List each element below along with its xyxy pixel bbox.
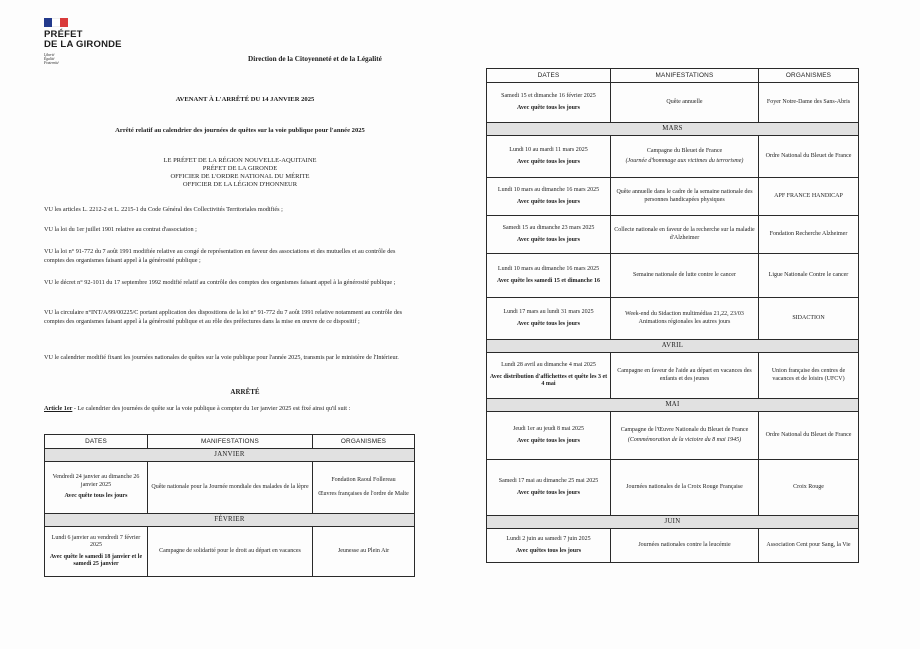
date-cell [487, 460, 611, 516]
motto-egalite: Égalité [44, 57, 55, 62]
organisme-cell: Foyer Notre-Dame des Sans-Abris [759, 83, 859, 123]
manifestation-cell [611, 136, 759, 178]
table-header-row [45, 435, 415, 449]
date-text: Vendredi 24 janvier au dimanche 26 janvier 2025 [52, 474, 140, 488]
date-note: Avec quêtes tous les jours [515, 547, 582, 554]
vu-paragraph: VU la loi du 1er juillet 1901 relative au contrat d'association ; [44, 226, 197, 233]
manifestation-subtitle: (Journée d'hommage aux victimes du terrorisme) [625, 157, 744, 164]
arrete-title: Arrêté relatif au calendrier des journées de quêtes sur la voie publique pour l'année 2025 [115, 127, 365, 134]
month-label: MAI [487, 399, 859, 412]
logo-title-line2: DE LA GIRONDE [44, 39, 122, 50]
header-manifestations: MANIFESTATIONS [611, 69, 759, 83]
date-text: Lundi 10 mars au dimanche 16 mars 2025 [497, 266, 600, 273]
month-row-mars [487, 123, 859, 136]
vu-paragraph: VU la circulaire n°INT/A/99/00225/C portant application des dispositions de la loi n° 91-772 du 7 août 1991 relative notamment au contrôle des comptes des organismes faisant appel à la générosité publique et au rôle des préfectures dans la mise en œuvre de ce dispositif ; [44, 309, 403, 325]
date-text: Lundi 17 mars au lundi 31 mars 2025 [503, 309, 594, 316]
organisme-cell: Ordre National du Bleuet de France [759, 412, 859, 460]
date-note: Avec quête tous les jours [517, 489, 580, 496]
manifestation-text: Campagne de l'Œuvre Nationale du Bleuet de France [620, 427, 749, 434]
motto-fraternite: Fraternité [44, 61, 59, 66]
direction-heading: Direction de la Citoyenneté et de la Légalité [248, 55, 382, 63]
date-text: Lundi 10 mars au dimanche 16 mars 2025 [497, 187, 600, 194]
table-row [487, 412, 859, 460]
article-1-heading: Article 1er [44, 405, 73, 412]
table-row [45, 527, 415, 577]
manifestation-cell: Quête nationale pour la Journée mondiale des malades de la lèpre [148, 462, 313, 514]
prefecture-logo [44, 18, 144, 66]
date-cell [487, 353, 611, 399]
manifestation-cell: Week-end du Sidaction multimédias 21,22, 23/03 Animations régionales les autres jours [611, 298, 759, 340]
month-label: JANVIER [45, 449, 415, 462]
header-dates: DATES [45, 435, 148, 449]
header-organismes: ORGANISMES [759, 69, 859, 83]
date-cell [487, 216, 611, 254]
month-row-janvier [45, 449, 415, 462]
table-row [487, 178, 859, 216]
manifestation-cell: Campagne de solidarité pour le droit au départ en vacances [148, 527, 313, 577]
manifestation-cell: Journées nationales de la Croix Rouge Française [611, 460, 759, 516]
manifestation-text: Campagne du Bleuet de France [646, 148, 723, 155]
table-row [487, 83, 859, 123]
date-text: Samedi 15 et dimanche 16 février 2025 [501, 93, 596, 100]
arrete-heading: ARRÊTÉ [230, 388, 260, 396]
table-row [487, 136, 859, 178]
month-row-avril [487, 340, 859, 353]
date-cell [487, 412, 611, 460]
date-note: Avec quête les samedi 15 et dimanche 16 [496, 277, 601, 284]
date-note: Avec quête le samedi 18 janvier et le samedi 25 janvier [49, 553, 143, 567]
quetes-table-left [44, 434, 415, 577]
header-dates: DATES [487, 69, 611, 83]
table-row [487, 353, 859, 399]
organisme-cell [313, 462, 415, 514]
month-label: JUIN [487, 516, 859, 529]
organisme-cell: APF FRANCE HANDICAP [759, 178, 859, 216]
month-label: MARS [487, 123, 859, 136]
manifestation-cell: Collecte nationale en faveur de la recherche sur la maladie d'Alzheimer [611, 216, 759, 254]
organisme-cell: Ordre National du Bleuet de France [759, 136, 859, 178]
avenant-title: AVENANT À L'ARRÊTÉ DU 14 JANVIER 2025 [175, 96, 315, 103]
date-cell [487, 298, 611, 340]
prefet-line: OFFICIER DE LA LÉGION D'HONNEUR [182, 181, 298, 188]
organisme-cell: SIDACTION [759, 298, 859, 340]
manifestation-cell: Quête annuelle [611, 83, 759, 123]
month-label: FÉVRIER [45, 514, 415, 527]
table-row [487, 298, 859, 340]
table-header-row [487, 69, 859, 83]
prefet-line: PRÉFET DE LA GIRONDE [202, 165, 278, 172]
logo-motto [44, 53, 144, 66]
month-row-mai [487, 399, 859, 412]
manifestation-cell: Semaine nationale de lutte contre le cancer [611, 254, 759, 298]
date-text: Samedi 17 mai au dimanche 25 mai 2025 [498, 478, 599, 485]
date-text: Lundi 10 au mardi 11 mars 2025 [509, 147, 588, 154]
vu-paragraph: VU les articles L. 2212-2 et L. 2215-1 du Code Général des Collectivités Territoriales modifiés ; [44, 206, 283, 213]
vu-paragraph: VU le décret n° 92-1011 du 17 septembre 1992 modifié relatif au contrôle des comptes des organismes faisant appel à la générosité publique ; [44, 279, 396, 286]
prefet-line: OFFICIER DE L'ORDRE NATIONAL DU MÉRITE [170, 173, 310, 180]
organisme-text: Œuvres françaises de l'ordre de Malte [318, 490, 409, 497]
manifestation-cell: Quête annuelle dans le cadre de la semaine nationale des personnes handicapées physiques [611, 178, 759, 216]
header-organismes: ORGANISMES [313, 435, 415, 449]
manifestation-cell: Campagne en faveur de l'aide au départ en vacances des enfants et des jeunes [611, 353, 759, 399]
date-text: Lundi 6 janvier au vendredi 7 février 2025 [51, 534, 141, 549]
month-row-juin [487, 516, 859, 529]
date-cell [487, 83, 611, 123]
date-cell [487, 529, 611, 563]
organisme-cell: Association Cent pour Sang, la Vie [759, 529, 859, 563]
month-row-fevrier [45, 514, 415, 527]
date-note: Avec quête tous les jours [64, 493, 128, 500]
organisme-cell: Croix Rouge [759, 460, 859, 516]
organisme-cell: Jeunesse au Plein Air [313, 527, 415, 577]
organisme-text: Fondation Raoul Follereau [331, 477, 396, 484]
manifestation-subtitle: (Commémoration de la victoire du 8 mai 1945) [627, 436, 742, 443]
logo-title-line1: PRÉFET [44, 29, 83, 40]
table-row [487, 460, 859, 516]
vu-paragraph: VU le calendrier modifié fixant les journées nationales de quêtes sur la voie publique pour l'année 2025, transmis par le ministère de l'Intérieur. [44, 354, 399, 361]
article-1-text: - Le calendrier des journées de quête sur la voie publique à compter du 1er janvier 2025 est fixé ainsi qu'il suit : [72, 405, 351, 412]
date-cell [45, 527, 148, 577]
date-cell [487, 178, 611, 216]
table-row [45, 462, 415, 514]
organisme-cell: Ligue Nationale Contre le cancer [759, 254, 859, 298]
table-row [487, 529, 859, 563]
organisme-cell: Fondation Recherche Alzheimer [759, 216, 859, 254]
date-text: Lundi 2 juin au samedi 7 juin 2025 [506, 536, 591, 543]
date-text: Lundi 28 avril au dimanche 4 mai 2025 [501, 362, 596, 369]
date-cell [487, 254, 611, 298]
date-text: Jeudi 1er au jeudi 8 mai 2025 [513, 426, 584, 433]
date-note: Avec quête tous les jours [517, 320, 580, 327]
prefet-line: LE PRÉFET DE LA RÉGION NOUVELLE-AQUITAINE [163, 157, 317, 164]
date-text: Samedi 15 au dimanche 23 mars 2025 [502, 225, 595, 232]
date-note: Avec distribution d'affichettes et quête les 3 et 4 mai [489, 373, 608, 388]
vu-paragraph: VU la loi n° 91-772 du 7 août 1991 modifiée relative au congé de représentation en faveur des associations et des mutuelles et au contrôle des comptes des organismes faisant appel à la générosité publique ; [44, 248, 396, 264]
month-label: AVRIL [487, 340, 859, 353]
date-note: Avec quête tous les jours [517, 158, 580, 165]
date-note: Avec quête tous les jours [517, 236, 580, 243]
header-manifestations: MANIFESTATIONS [148, 435, 313, 449]
manifestation-cell: Journées nationales contre la leucémie [611, 529, 759, 563]
prefet-titles [40, 157, 440, 189]
date-note: Avec quête tous les jours [517, 198, 580, 205]
date-cell [45, 462, 148, 514]
date-note: Avec quête tous les jours [517, 437, 580, 444]
manifestation-cell [611, 412, 759, 460]
organisme-cell: Union française des centres de vacances et de loisirs (UFCV) [759, 353, 859, 399]
date-note: Avec quête tous les jours [517, 104, 580, 111]
motto-liberte: Liberté [44, 53, 55, 57]
table-row [487, 254, 859, 298]
marianne-flag-icon [44, 18, 68, 27]
quetes-table-right [486, 68, 859, 563]
date-cell [487, 136, 611, 178]
table-row [487, 216, 859, 254]
article-1 [44, 405, 414, 414]
